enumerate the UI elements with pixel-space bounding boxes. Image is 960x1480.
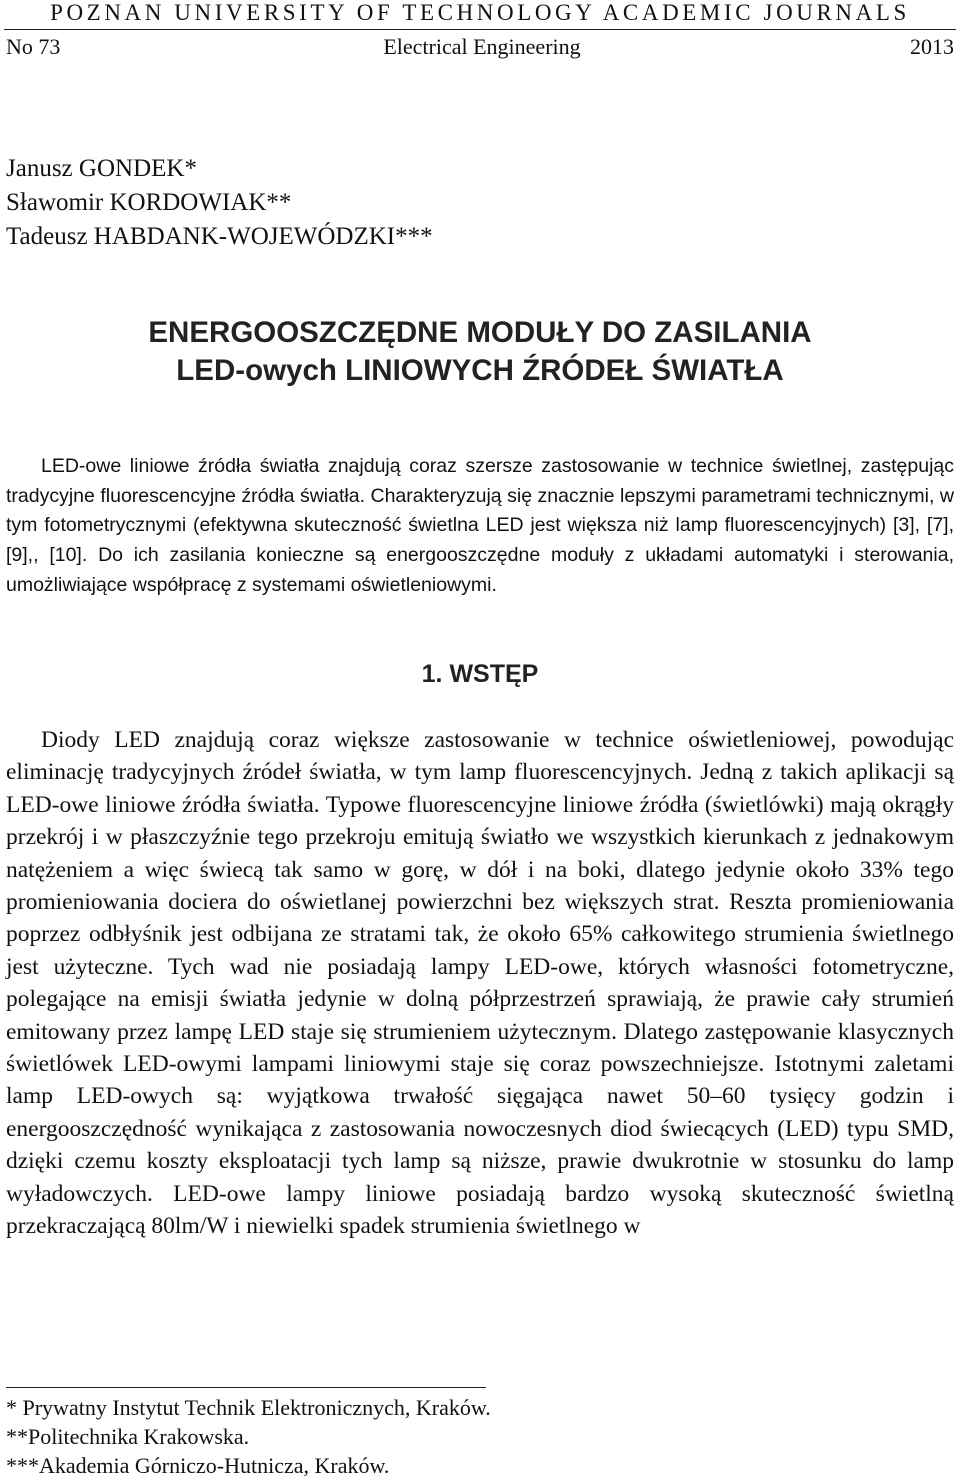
footnotes [6, 1393, 491, 1480]
abstract: LED-owe liniowe źródła światła znajdują coraz szersze zastosowanie w technice świetlnej, zastępując tradycyjne fluorescencyjne źródła światła. Charakteryzują się znacznie lepszymi parametrami technicznymi, w tym fotometrycznymi (efektywna skuteczność świetlna LED jest większa niż lamp fluorescencyjnych) [3], [7], [9],, [10]. Do ich zasilania konieczne są energooszczędne moduły z układami automatyki i sterowania, umożliwiające współpracę z systemami oświetleniowymi. [6, 455, 954, 596]
body-paragraph: Diody LED znajdują coraz większe zastosowanie w technice oświetleniowej, powodując eliminację tradycyjnych źródeł światła, w tym lamp fluorescencyjnych. Jedną z takich aplikacji są LED-owe liniowe źródła światła. Typowe fluorescencyjne liniowe źródła (świetlówki) mają okrągły przekrój i w płaszczyźnie tego przekroju emitują światło we wszystkich kierunkach z jednakowym natężeniem a więc świecą tak samo w gorę, w dół i na boki, dlatego jedynie około 33% tego promieniowania dociera do oświetlanej powierzchni bez większych strat. Reszta promieniowania poprzez odbłyśnik jest odbijana ze stratami tak, że około 65% całkowitego strumienia świetlnego jest użyteczne. Tych wad nie posiadają lampy LED-owe, których własności fotometryczne, polegające na emisji światła jedynie w dolną półprzestrzeń sprawiają, że prawie cały strumień emitowany przez lampę LED staje się strumieniem użytecznym. Dlatego zastępowanie klasycznych świetlówek LED-owymi lampami liniowymi staje się coraz powszechniejsze. Istotnymi zaletami lamp LED-owych są: wyjątkowa trwałość sięgająca nawet 50–60 tysięcy godzin i energooszczędność wynikająca z zastosowania nowoczesnych diod świecących (LED) typu SMD, dzięki czemu koszty eksploatacji tych lamp są niższe, prawie dwukrotnie w stosunku do lamp wyładowczych. LED-owe lampy liniowe posiadają bardzo wysoką skuteczność świetlną przekraczającą 80lm/W i niewielki spadek strumienia świetlnego w [6, 727, 954, 1240]
footnote: **Politechnika Krakowska. [6, 1424, 250, 1449]
issue-year: 2013 [910, 34, 954, 59]
issue-number: No 73 [6, 34, 61, 59]
issue-info-row [6, 34, 958, 62]
header-divider [4, 29, 956, 30]
paper-title-line: LED-owych LINIOWYCH ŹRÓDEŁ ŚWIATŁA [176, 354, 784, 387]
paper-title-line: ENERGOOSZCZĘDNE MODUŁY DO ZASILANIA [148, 316, 812, 349]
author-name: Tadeusz HABDANK-WOJEWÓDZKI*** [6, 223, 433, 250]
author-name: Janusz GONDEK* [6, 155, 197, 182]
footnote: ***Akademia Górniczo-Hutnicza, Kraków. [6, 1453, 390, 1478]
paper-title [0, 314, 960, 390]
author-list [6, 152, 433, 254]
journal-name: POZNAN UNIVERSITY OF TECHNOLOGY ACADEMIC JOURNALS [50, 0, 910, 25]
section-heading: 1. WSTĘP [421, 660, 539, 688]
footnote: * Prywatny Instytut Technik Elektronicznych, Kraków. [6, 1395, 491, 1420]
journal-section: Electrical Engineering [383, 34, 581, 59]
author-name: Sławomir KORDOWIAK** [6, 189, 292, 216]
footnote-divider [6, 1387, 486, 1388]
